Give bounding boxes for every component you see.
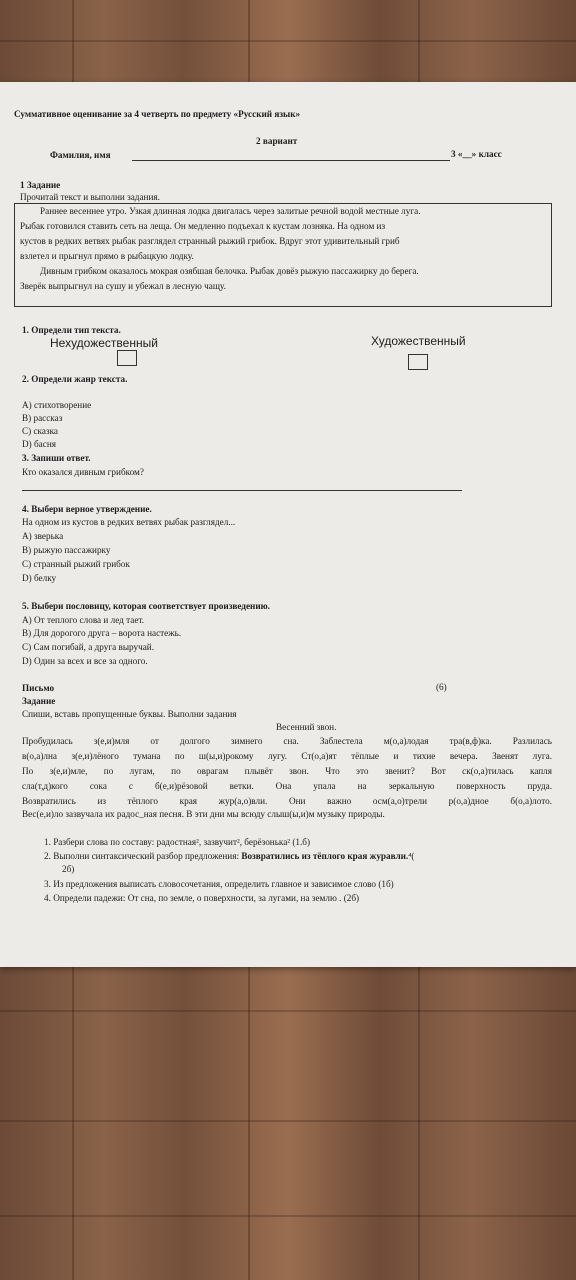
q2-option[interactable]: C) сказка (22, 426, 58, 436)
q5-option[interactable]: A) От теплого слова и лед тает. (22, 615, 145, 625)
q3-label: 3. Запиши ответ. (22, 453, 91, 463)
task1-instruction: Прочитай текст и выполни задания. (20, 192, 160, 202)
text-line: Раннее весеннее утро. Узкая длинная лодка двигалась через залитые речной водой местные луга. (40, 206, 421, 216)
writing-task-suffix: ⁴( (408, 851, 415, 861)
q2-option[interactable]: D) басня (22, 439, 56, 449)
writing-points: (6) (436, 682, 447, 692)
worksheet-page (0, 82, 576, 967)
dictation-title: Весенний звон. (276, 722, 337, 732)
dictation-line: Пробудилась з(е,и)мля от долгого зимнего сна. Заблестела м(о,а)лодая тра(в,ф)ка. Разлилась (22, 736, 552, 746)
q1-label: 1. Определи тип текста. (22, 325, 121, 335)
q5-option[interactable]: B) Для дорогого друга – ворота настежь. (22, 628, 182, 638)
q2-option[interactable]: B) рассказ (22, 413, 63, 423)
q4-question: На одном из кустов в редких ветвях рыбак разглядел... (22, 517, 236, 527)
q5-option[interactable]: C) Сам погибай, а друга выручай. (22, 642, 155, 652)
q1-option-fiction: Художественный (371, 334, 466, 348)
page-title: Суммативное оценивание за 4 четверть по предмету «Русский язык» (14, 109, 301, 119)
text-line: кустов в редких ветвях рыбак разглядел странный рыжий грибок. Вдруг этот удивительный гриб (20, 236, 400, 246)
text-line: Дивным грибком оказалось мокрая озябшая белочка. Рыбак довёз рыжую пассажирку до берега. (40, 266, 419, 276)
text-line: Рыбак готовился ставить сеть на леща. Он медленно подъехал к кустам лозняка. На одном из (20, 221, 386, 231)
dictation-line: По з(е,и)мле, по лугам, по оврагам плывёт звон. Что это звенит? Вот ск(о,а)тилась капля (22, 766, 552, 776)
q3-answer-line[interactable] (22, 490, 462, 491)
dictation-line: в(о,а)лна з(е,и)лёного тумана по ш(ы,и)рокому лугу. Ст(о,а)ят тёплые и тихие вечера. Звенят луга. (22, 751, 552, 761)
q1-option-nonfiction: Нехудожественный (50, 336, 158, 350)
q5-option[interactable]: D) Один за всех и все за одного. (22, 656, 148, 666)
writing-task (44, 851, 414, 862)
writing-task-heading: Задание (22, 696, 56, 706)
name-label: Фамилия, имя (50, 150, 111, 160)
q1-checkbox-nonfiction[interactable] (117, 350, 137, 366)
writing-task: 4. Определи падежи: От сна, по земле, о поверхности, за лугами, на землю . (2б) (44, 893, 360, 903)
variant-label: 2 вариант (256, 136, 298, 146)
q1-checkbox-fiction[interactable] (408, 354, 428, 370)
q5-label: 5. Выбери пословицу, которая соответствует произведению. (22, 601, 270, 611)
q2-option[interactable]: A) стихотворение (22, 400, 92, 410)
text-line: взлетел и прыгнул прямо в рыбацкую лодку. (20, 251, 194, 261)
writing-instruction: Спиши, вставь пропущенные буквы. Выполни задания (22, 709, 237, 719)
writing-task-sentence: Возвратились из тёплого края журавли. (241, 851, 409, 861)
writing-task-points: 2б) (62, 864, 75, 874)
dictation-line: Возвратились из тёплого края жур(а,о)вли. Они важно осм(а,о)трели р(о,а)дное б(о,а)лото. (22, 796, 552, 806)
q4-option[interactable]: B) рыжую пассажирку (22, 545, 111, 555)
name-field[interactable] (132, 160, 450, 161)
dictation-line: сла(т,д)кого сока с б(е,и)рёзовой ветки. Она упала на зеркальную поверхность пруда. (22, 781, 552, 791)
q4-option[interactable]: D) белку (22, 573, 57, 583)
task1-heading: 1 Задание (20, 180, 61, 190)
writing-task: 3. Из предложения выписать словосочетания, определить главное и зависимое слово (1б) (44, 879, 394, 889)
writing-task-text: 2. Выполни синтаксический разбор предложения: (44, 851, 242, 861)
text-line: Зверёк выпрыгнул на сушу и убежал в лесную чащу. (20, 281, 226, 291)
writing-heading: Письмо (22, 683, 55, 693)
dictation-line: Вес(е,и)ло зазвучала их радос_ная песня. В эти дни мы всюду слыш(ы,и)м музыку природы. (22, 809, 385, 819)
q4-option[interactable]: C) странный рыжий грибок (22, 559, 130, 569)
q2-label: 2. Определи жанр текста. (22, 374, 128, 384)
q4-label: 4. Выбери верное утверждение. (22, 504, 152, 514)
writing-task: 1. Разбери слова по составу: радостная², зазвучит², берёзонька² (1.б) (44, 837, 311, 847)
q4-option[interactable]: A) зверька (22, 531, 64, 541)
q3-question: Кто оказался дивным грибком? (22, 467, 144, 477)
class-label: 3 «__» класс (451, 149, 502, 159)
